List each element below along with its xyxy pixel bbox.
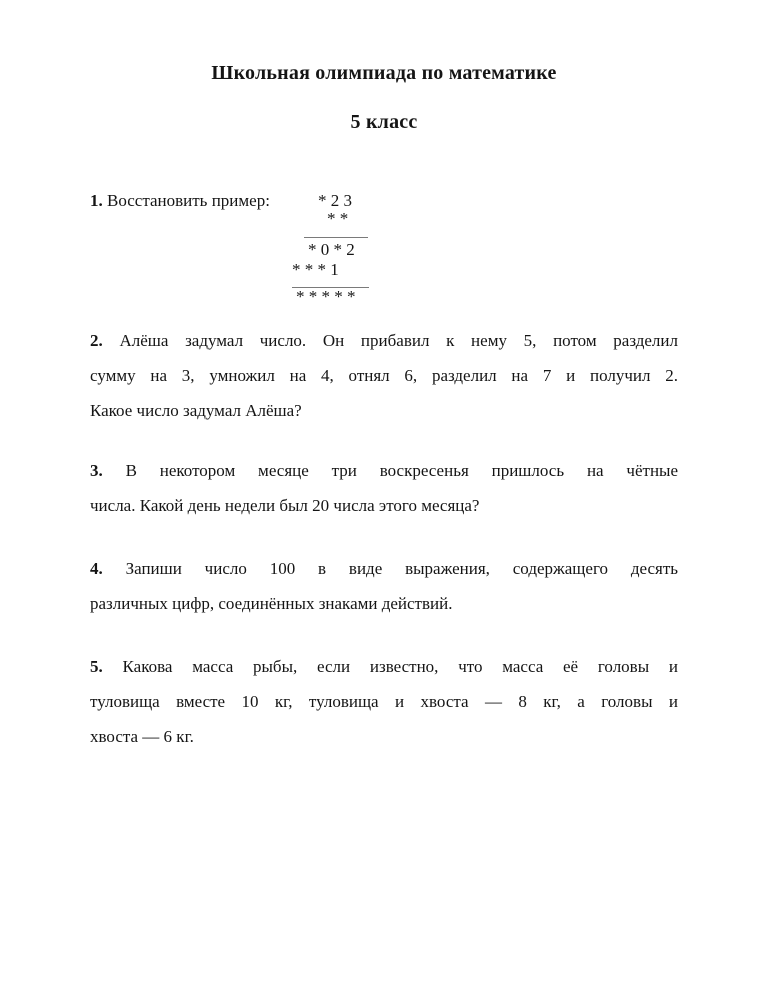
- problem-4: [90, 551, 678, 621]
- problem-5-line-3: хвоста — 6 кг.: [90, 727, 194, 746]
- problem-2-number: 2.: [90, 331, 103, 350]
- problem-3-line-2: числа. Какой день недели был 20 числа этого месяца?: [90, 496, 480, 515]
- problem-2-text-line: Алёша задумал число. Он прибавил к нему 5, потом разделил: [119, 331, 678, 350]
- problem-4-line-2: различных цифр, соединённых знаками действий.: [90, 594, 453, 613]
- mult-rule-top: [304, 237, 368, 238]
- problem-2-line-2: сумму на 3, умножил на 4, отнял 6, разделил на 7 и получил 2.: [90, 366, 678, 385]
- mult-final-product: * * * * *: [296, 287, 356, 306]
- problem-1: [90, 190, 270, 212]
- mult-partial-product-2: * * * 1: [292, 260, 339, 279]
- document-title: Школьная олимпиада по математике: [211, 62, 557, 84]
- problem-3: [90, 453, 678, 523]
- mult-multiplier: * *: [327, 209, 349, 228]
- problem-3-line-1: [90, 453, 678, 488]
- problem-5-text-line: Какова масса рыбы, если известно, что масса её головы и: [122, 657, 679, 676]
- problem-3-number: 3.: [90, 461, 103, 480]
- problem-2: [90, 323, 678, 428]
- problem-4-number: 4.: [90, 559, 103, 578]
- problem-3-text-line: В некотором месяце три воскресенья пришлось на чётные: [125, 461, 679, 480]
- grade-subtitle: 5 класс: [350, 111, 418, 133]
- problem-1-number: 1.: [90, 191, 103, 210]
- problem-4-text-line: Запиши число 100 в виде выражения, содержащего десять: [125, 559, 679, 578]
- problem-5: [90, 649, 678, 754]
- mult-partial-product-1: * 0 * 2: [308, 240, 355, 259]
- problem-5-number: 5.: [90, 657, 103, 676]
- problem-2-line-3: Какое число задумал Алёша?: [90, 401, 302, 420]
- mult-multiplicand: * 2 3: [318, 191, 352, 210]
- problem-4-line-1: [90, 551, 678, 586]
- problem-2-line-1: [90, 323, 678, 358]
- problem-5-line-1: [90, 649, 678, 684]
- problem-5-line-2: туловища вместе 10 кг, туловища и хвоста — 8 кг, а головы и: [90, 692, 678, 711]
- problem-1-text: Восстановить пример:: [107, 191, 270, 210]
